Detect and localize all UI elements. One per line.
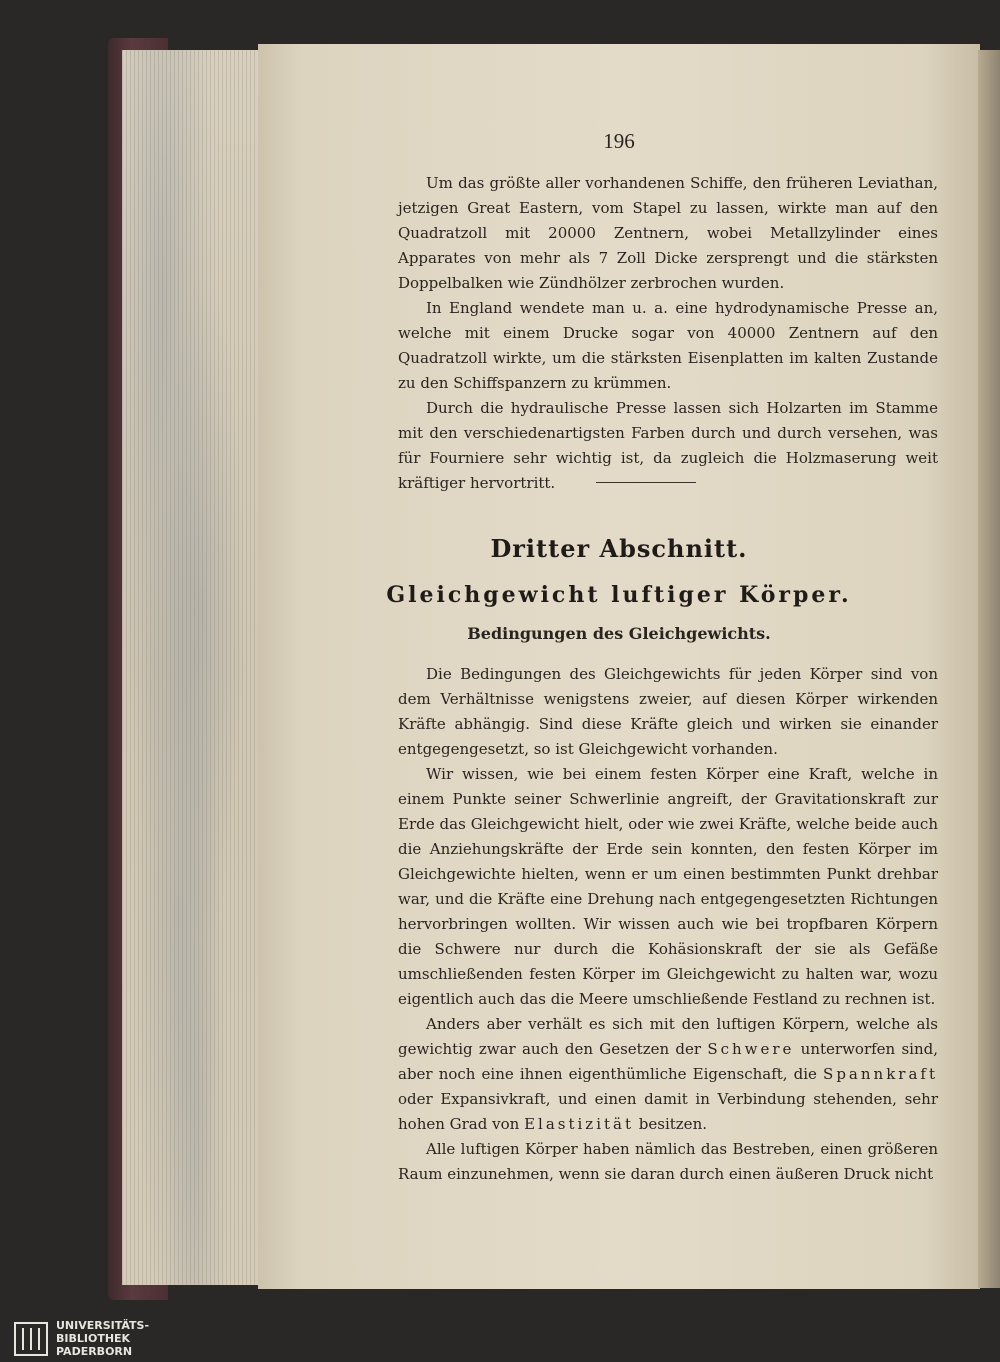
page-number: 196 bbox=[603, 129, 635, 153]
book-page bbox=[258, 44, 980, 1289]
library-name-line: UNIVERSITÄTS- bbox=[56, 1319, 150, 1332]
subheading: Bedingungen des Gleichgewichts. bbox=[467, 624, 771, 643]
emphasis-term: Schwere bbox=[707, 1040, 795, 1058]
text-run: Anders aber verhält es sich mit den luftigen Körpern, welche als gewichtig zwar auch den Gesetzen der bbox=[398, 1015, 938, 1058]
paragraph: Die Bedingungen des Gleichgewichts für jeden Körper sind von dem Verhältnisse wenigstens zweier, auf diesen Körper wirkenden Kräfte abhängig. Sind diese Kräfte gleich und wirken sie einander entgegengesetzt, so ist Gleichgewicht vorhanden. bbox=[398, 665, 938, 758]
body-text-block bbox=[398, 662, 938, 1187]
paragraph bbox=[398, 1012, 938, 1137]
section-title: Dritter Abschnitt. bbox=[490, 534, 748, 563]
paragraph: Durch die hydraulische Presse lassen sich Holzarten im Stamme mit den verschiedenartigsten Farben durch und durch versehen, was für Fourniere sehr wichtig ist, da zugleich die Holzmaserung weit kräftiger hervortritt. bbox=[398, 399, 938, 492]
library-name-line: PADERBORN bbox=[56, 1345, 133, 1358]
section-divider bbox=[596, 482, 696, 483]
facing-page-edge bbox=[978, 50, 1000, 1288]
library-footer bbox=[0, 1312, 1000, 1362]
text-run: besitzen. bbox=[638, 1115, 707, 1133]
paragraph: Wir wissen, wie bei einem festen Körper eine Kraft, welche in einem Punkte seiner Schwerlinie angreift, der Gravitationskraft zur Erde das Gleichgewicht hielt, oder wie zwei Kräfte, welche beide auch die Anziehungskräfte der Erde sein konnten, den festen Körper im Gleichgewichte hielten, wenn er um einen bestimmten Punkt drehbar war, und die Kräfte eine Drehung nach entgegengesetzten Richtungen hervorbringen wollten. Wir wissen auch wie bei tropfbaren Körpern die Schwere nur durch die Kohäsionskraft der sie als Gefäße umschließenden festen Körper im Gleichgewicht zu halten war, wozu eigentlich auch das die Meere umschließende Festland zu rechnen ist. bbox=[398, 765, 938, 1008]
emphasis-term: Spannkraft bbox=[823, 1065, 938, 1083]
paragraph: In England wendete man u. a. eine hydrodynamische Presse an, welche mit einem Drucke sogar von 40000 Zentnern auf den Quadratzoll wirkte, um die stärksten Eisenplatten im kalten Zustande zu den Schiffspanzern zu krümmen. bbox=[398, 299, 938, 392]
library-name bbox=[56, 1319, 149, 1358]
text-run: unterworfen sind, aber noch eine ihnen eigenthümliche Eigenschaft, die bbox=[398, 1040, 938, 1083]
paragraph: Alle luftigen Körper haben nämlich das Bestreben, einen größeren Raum einzunehmen, wenn sie daran durch einen äußeren Druck nicht bbox=[398, 1140, 938, 1183]
paragraph: Um das größte aller vorhandenen Schiffe, den früheren Leviathan, jetzigen Great Eastern, vom Stapel zu lassen, wirkte man auf den Quadratzoll mit 20000 Zentnern, wobei Metallzylinder eines Apparates von mehr als 7 Zoll Dicke zersprengt und die stärksten Doppelbalken wie Zündhölzer zerbrochen wurden. bbox=[398, 174, 938, 292]
page-edges bbox=[122, 50, 259, 1285]
text-run: oder Expansivkraft, und einen damit in Verbindung stehenden, sehr hohen Grad von bbox=[398, 1090, 938, 1133]
chapter-title: Gleichgewicht luftiger Körper. bbox=[386, 582, 852, 608]
top-text-block bbox=[398, 171, 938, 496]
library-name-line: BIBLIOTHEK bbox=[56, 1332, 131, 1345]
emphasis-term: Elastizität bbox=[524, 1115, 634, 1133]
university-library-logo-icon bbox=[14, 1322, 48, 1356]
